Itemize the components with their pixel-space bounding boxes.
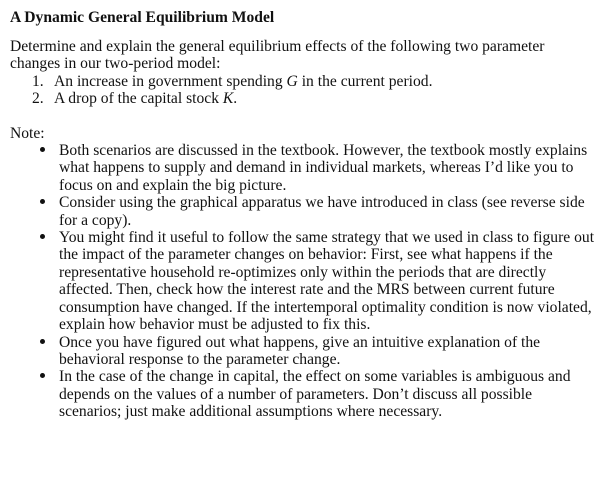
intro-paragraph: Determine and explain the general equilibrium effects of the following two parameter changes in our two-period model: [10,38,545,73]
note-label: Note: [10,124,45,142]
bullet-icon [37,368,47,385]
document-title: A Dynamic General Equilibrium Model [10,9,275,26]
note-text: Consider using the graphical apparatus we have introduced in class (see reverse side for a copy). [59,194,585,229]
variable-symbol: K [222,90,234,108]
bullet-icon [37,334,47,351]
list-text: A drop of the capital stock [54,90,223,108]
list-item [37,229,597,333]
list-text: . [233,90,238,108]
note-text: You might find it useful to follow the same strategy that we used in class to figure out the impact of the parameter changes on behavior: First, see what happens if the representative household re-optimizes only within the periods that are directly affected. Then, check how the interest rate and the MRS between current future consumption have changed. If the intertemporal optimality condition is now violated, explain how behavior must be adjusted to fix this. [59,229,595,334]
note-text: Both scenarios are discussed in the textbook. However, the textbook mostly explains what happens to supply and demand in individual markets, whereas I’d like you to focus on and explain the big picture. [59,142,588,194]
bullet-icon [37,194,47,211]
bullet-icon [37,142,47,159]
list-number: 2. [32,90,44,108]
variable-symbol: G [286,72,298,90]
list-item [37,194,597,229]
note-text: In the case of the change in capital, the effect on some variables is ambiguous and depends on the values of a number of parameters. Don’t discuss all possible scenarios; just make additional assumptions where necessary. [59,368,571,421]
list-text: in the current period. [297,72,433,90]
list-item [37,334,597,369]
list-item [32,73,597,90]
list-text: An increase in government spending [54,72,287,90]
list-item [37,142,597,194]
list-number: 1. [32,72,44,90]
list-item [37,368,597,420]
list-item [32,90,597,107]
note-text: Once you have figured out what happens, give an intuitive explanation of the behavioral response to the parameter change. [59,333,541,368]
parameter-changes-list [10,73,597,108]
notes-list [10,142,597,421]
bullet-icon [37,229,47,246]
